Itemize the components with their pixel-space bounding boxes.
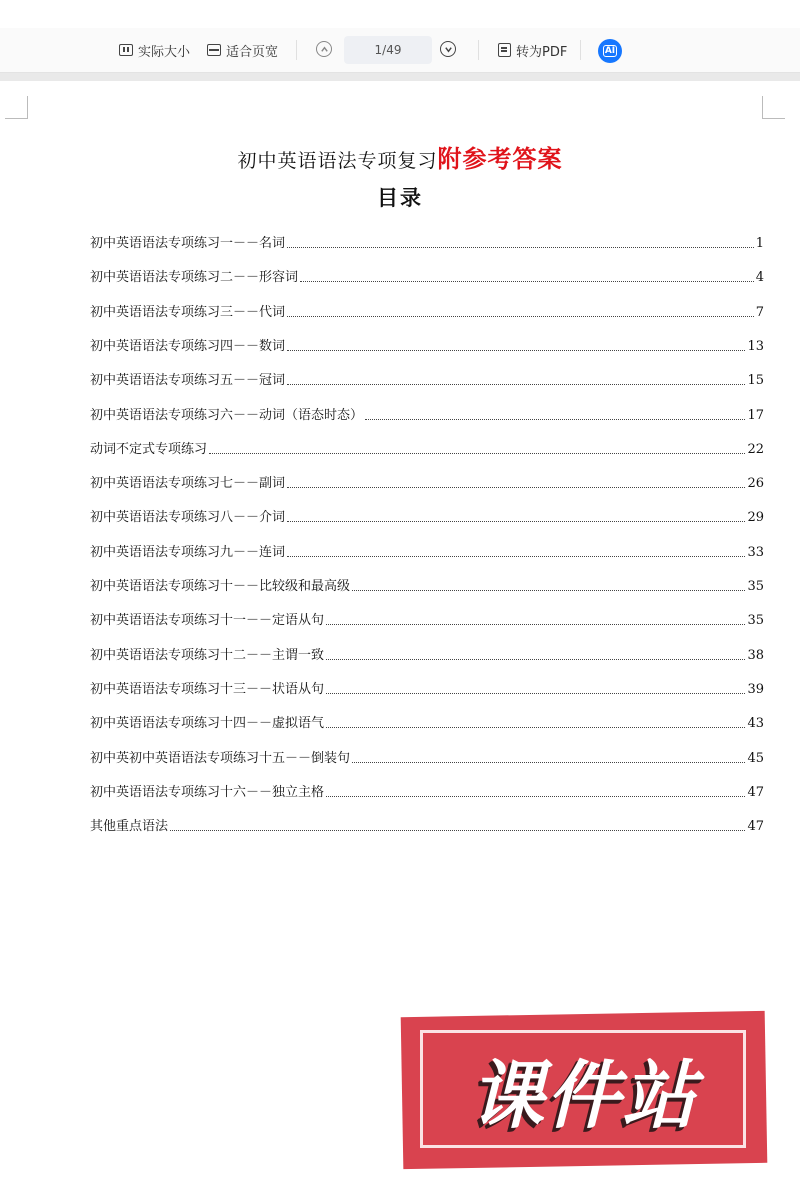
toc-entry[interactable] (90, 643, 764, 663)
toc-entry[interactable] (90, 746, 764, 766)
toc-entry[interactable] (90, 711, 764, 731)
toc-entry-title: 初中英语语法专项练习四－－数词 (90, 339, 286, 354)
toc-entry[interactable] (90, 505, 764, 525)
toc-leader-dots (287, 384, 745, 385)
toc-entry-title: 初中英语语法专项练习六－－动词（语态时态） (90, 408, 364, 423)
toc-entry-page: 1 (755, 236, 764, 251)
toc-leader-dots (326, 659, 745, 660)
toc-entry-title: 初中英语语法专项练习二－－形容词 (90, 270, 299, 285)
toc-entry-page: 47 (747, 785, 764, 800)
toc-entry-page: 43 (747, 716, 764, 731)
page-corner-mark (762, 96, 785, 119)
toc-leader-dots (287, 521, 745, 522)
toc-entry-title: 初中英语语法专项练习三－－代词 (90, 305, 286, 320)
toc-entry-page: 45 (747, 751, 764, 766)
toc-entry[interactable] (90, 814, 764, 834)
toc-entry[interactable] (90, 300, 764, 320)
toc-entry[interactable] (90, 471, 764, 491)
toc-leader-dots (365, 419, 745, 420)
toc-entry-page: 26 (747, 476, 764, 491)
toc-entry[interactable] (90, 677, 764, 697)
toc-entry[interactable] (90, 368, 764, 388)
toc-entry-title: 初中英语语法专项练习五－－冠词 (90, 373, 286, 388)
actual-size-button[interactable] (119, 28, 190, 72)
toc-entry-page: 33 (747, 545, 764, 560)
chevron-down-icon (444, 45, 453, 54)
toc-entry-page: 35 (747, 613, 764, 628)
toc-entry-title: 初中英语语法专项练习九－－连词 (90, 545, 286, 560)
toc-entry[interactable] (90, 403, 764, 423)
toc-entry[interactable] (90, 608, 764, 628)
toc-entry-title: 初中英语语法专项练习十－－比较级和最高级 (90, 579, 351, 594)
window-top-strip (0, 0, 800, 29)
toc-entry-page: 29 (747, 510, 764, 525)
document-title (0, 139, 800, 174)
toc-entry-page: 39 (747, 682, 764, 697)
toc-entry-page: 4 (755, 270, 764, 285)
viewer-gap (0, 73, 800, 81)
watermark-text: 课件站 (470, 1053, 698, 1139)
toc-leader-dots (326, 693, 745, 694)
toc-leader-dots (352, 762, 745, 763)
toc-entry-title: 初中英语语法专项练习八－－介词 (90, 510, 286, 525)
toc-entry-title: 初中英语语法专项练习十六－－独立主格 (90, 785, 325, 800)
toc-leader-dots (352, 590, 745, 591)
actual-size-icon (119, 44, 133, 56)
toc-leader-dots (326, 624, 745, 625)
toc-leader-dots (287, 556, 745, 557)
next-page-button[interactable] (440, 41, 456, 57)
toc-entry-title: 初中英语语法专项练习十三－－状语从句 (90, 682, 325, 697)
document-title-highlight: 附参考答案 (437, 144, 563, 173)
toc-entry-title: 初中英语语法专项练习一－－名词 (90, 236, 286, 251)
toc-leader-dots (300, 281, 754, 282)
toc-heading: 目录 (377, 185, 423, 210)
toc-entry[interactable] (90, 231, 764, 251)
toc-entry[interactable] (90, 334, 764, 354)
document-page (0, 81, 800, 1200)
toc-leader-dots (287, 316, 754, 317)
toc-entry-title: 初中英语语法专项练习十二－－主谓一致 (90, 648, 325, 663)
toc-leader-dots (287, 350, 745, 351)
convert-to-pdf-button[interactable] (498, 28, 567, 72)
toc-entry[interactable] (90, 540, 764, 560)
document-title-main: 初中英语语法专项复习 (237, 150, 438, 172)
watermark-stamp (402, 1014, 766, 1166)
toc-entry-page: 15 (747, 373, 764, 388)
toc-entry[interactable] (90, 574, 764, 594)
convert-pdf-icon (498, 43, 511, 57)
toc-entry-title: 初中英语语法专项练习十四－－虚拟语气 (90, 716, 325, 731)
toc-entry-title: 初中英语语法专项练习十一－－定语从句 (90, 613, 325, 628)
toc-entry-page: 38 (747, 648, 764, 663)
toc-leader-dots (326, 727, 745, 728)
toc-entry-title: 动词不定式专项练习 (90, 442, 208, 457)
toc-entry-page: 47 (747, 819, 764, 834)
toc-entry-page: 7 (755, 305, 764, 320)
page-number-field[interactable] (344, 36, 432, 64)
toc-entry-title: 初中英语语法专项练习七－－副词 (90, 476, 286, 491)
convert-pdf-label: 转为PDF (516, 44, 568, 60)
previous-page-button[interactable] (316, 41, 332, 57)
toc-entry-page: 17 (747, 408, 764, 423)
fit-width-label: 适合页宽 (226, 44, 279, 60)
toolbar-divider (296, 40, 297, 60)
toc-leader-dots (287, 247, 754, 248)
toolbar-divider (478, 40, 479, 60)
toc-leader-dots (287, 487, 745, 488)
ai-assistant-button[interactable] (598, 39, 622, 63)
toc-entry[interactable] (90, 780, 764, 800)
toc-leader-dots (209, 453, 745, 454)
toolbar-divider (580, 40, 581, 60)
toc-leader-dots (170, 830, 745, 831)
ai-icon: AI (604, 46, 616, 56)
fit-width-icon (207, 44, 221, 56)
toc-entry-page: 35 (747, 579, 764, 594)
toc-entry-page: 22 (747, 442, 764, 457)
fit-width-button[interactable] (207, 28, 278, 72)
toc-entry[interactable] (90, 437, 764, 457)
chevron-up-icon (320, 45, 329, 54)
actual-size-label: 实际大小 (138, 44, 191, 60)
toc-entry[interactable] (90, 265, 764, 285)
toc-entry-page: 13 (747, 339, 764, 354)
toc-entry-title: 初中英初中英语语法专项练习十五－－倒装句 (90, 751, 351, 766)
page-indicator: 1/49 (374, 43, 402, 57)
toc-leader-dots (326, 796, 745, 797)
page-corner-mark (5, 96, 28, 119)
pdf-toolbar (0, 28, 800, 73)
toc-entry-title: 其他重点语法 (90, 819, 169, 834)
